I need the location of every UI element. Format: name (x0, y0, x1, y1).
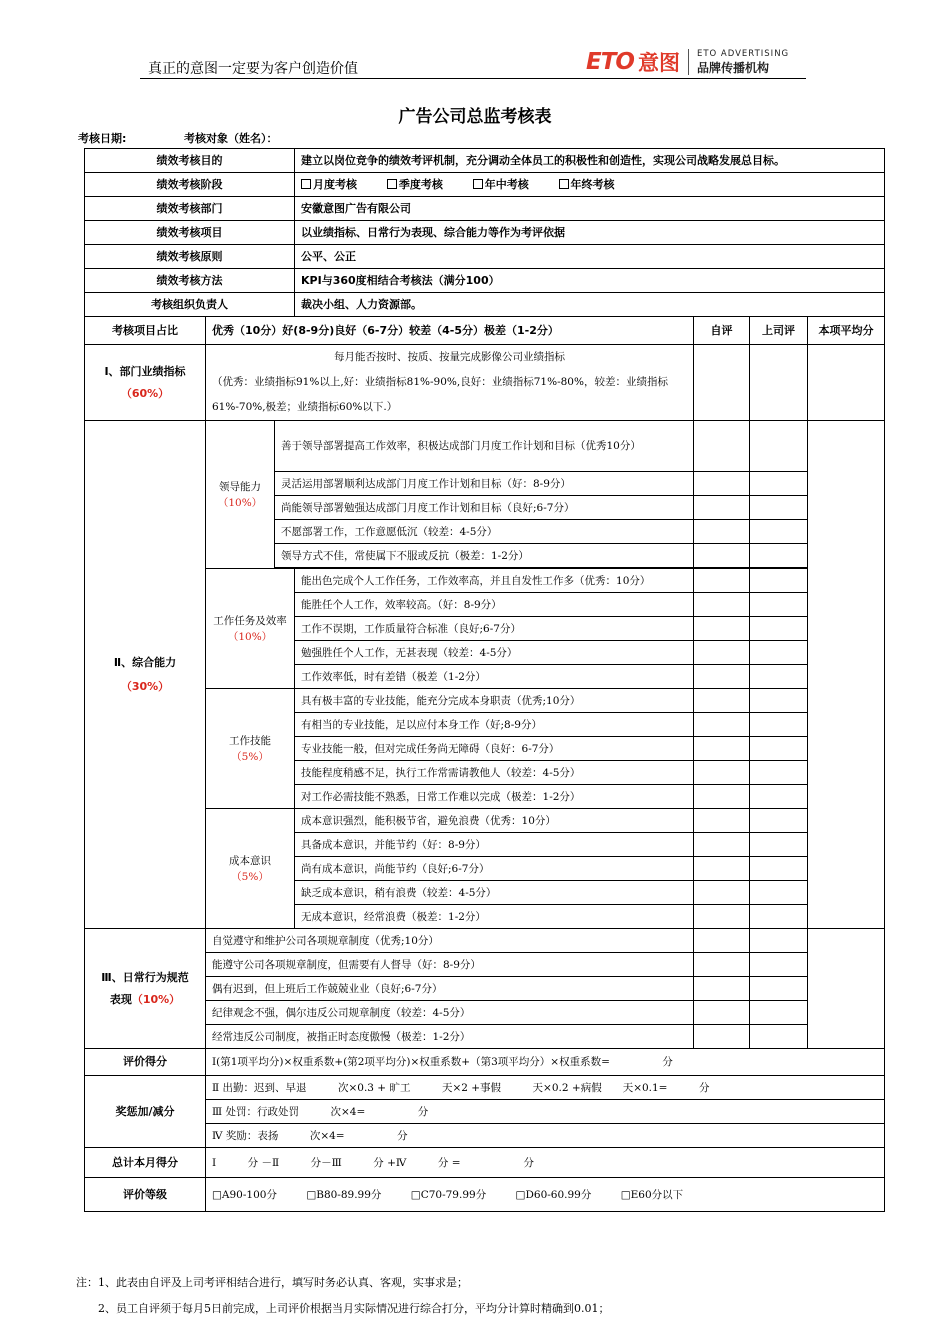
rating-e[interactable]: □E60分以下 (620, 1188, 684, 1201)
self-score-cell[interactable] (694, 345, 750, 421)
criterion: 纪律观念不强，偶尔违反公司规章制度（较差：4-5分） (206, 1001, 694, 1025)
option-yearend[interactable]: 年终考核 (559, 178, 615, 191)
self-score-cell[interactable] (694, 520, 750, 544)
criterion: 技能程度稍感不足，执行工作常需请教他人（较差：4-5分） (295, 761, 694, 785)
logo-cn-text: 意图 (637, 51, 680, 75)
self-score-cell[interactable] (694, 737, 750, 761)
boss-score-cell[interactable] (750, 785, 808, 809)
boss-score-cell[interactable] (750, 833, 808, 857)
boss-score-cell[interactable] (750, 977, 808, 1001)
info-label: 绩效考核目的 (85, 149, 295, 173)
boss-score-cell[interactable] (750, 857, 808, 881)
criterion: 成本意识强烈，能积极节省，避免浪费（优秀：10分） (295, 809, 694, 833)
reward-label: 奖惩加/减分 (85, 1076, 206, 1148)
info-value: 裁决小组、人力资源部。 (295, 293, 885, 317)
boss-score-cell[interactable] (750, 665, 808, 689)
group-cost (206, 809, 295, 929)
grade-header-row (85, 317, 885, 345)
info-row (85, 173, 885, 197)
group-pct: （5%） (231, 750, 269, 763)
reward-attendance[interactable]: Ⅱ 出勤：迟到、早退 次×0.3 + 旷工 天×2 +事假 天×0.2 +病假 天×0.1= 分 (206, 1076, 885, 1100)
option-monthly[interactable]: 月度考核 (301, 178, 357, 191)
self-score-cell[interactable] (694, 1025, 750, 1049)
total-formula[interactable]: Ⅰ 分 －Ⅱ 分－Ⅲ 分 +Ⅳ 分 = 分 (206, 1148, 885, 1178)
rating-b[interactable]: □B80-89.99分 (306, 1188, 382, 1201)
target-label: 考核对象（姓名）： (184, 132, 278, 145)
boss-score-cell[interactable] (750, 421, 808, 472)
boss-score-cell[interactable] (750, 544, 808, 568)
rating-d[interactable]: □D60-60.99分 (515, 1188, 592, 1201)
checkbox-icon[interactable] (301, 179, 311, 189)
col-header-ratio: 考核项目占比 (85, 317, 206, 345)
info-value: 安徽意图广告有限公司 (295, 197, 885, 221)
boss-score-cell[interactable] (750, 809, 808, 833)
boss-score-cell[interactable] (750, 1001, 808, 1025)
self-score-cell[interactable] (694, 496, 750, 520)
option-midyear[interactable]: 年中考核 (473, 178, 529, 191)
criterion: 缺乏成本意识，稍有浪费（较差：4-5分） (295, 881, 694, 905)
self-score-cell[interactable] (694, 857, 750, 881)
self-score-cell[interactable] (694, 617, 750, 641)
rating-row (85, 1178, 885, 1212)
section3-label (85, 929, 206, 1049)
col-header-self: 自评 (694, 317, 750, 345)
score-row (85, 1049, 885, 1076)
section1-name: Ⅰ、部门业绩指标 (104, 364, 186, 378)
section2-name: Ⅱ、综合能力 (113, 655, 177, 669)
criterion: 能出色完成个人工作任务，工作效率高，并且自发性工作多（优秀：10分） (295, 569, 694, 593)
group-leadership (206, 421, 275, 569)
group-name: 工作技能 (229, 734, 271, 747)
avg-score-cell[interactable] (808, 929, 885, 1049)
section1-line2: （优秀：业绩指标91%以上,好：业绩指标81%-90%,良好：业绩指标71%-80%，较差：业绩指标61%-70%,极差；业绩指标60%以下.） (212, 376, 668, 413)
boss-score-cell[interactable] (750, 713, 808, 737)
criterion: 无成本意识，经常浪费（极差：1-2分） (295, 905, 694, 929)
info-value: 建立以岗位竞争的绩效考评机制，充分调动全体员工的积极性和创造性，实现公司战略发展总目标。 (295, 149, 885, 173)
section3-pct: （10%） (131, 992, 181, 1006)
group-task-efficiency (206, 569, 295, 689)
option-quarterly[interactable]: 季度考核 (387, 178, 443, 191)
section1-pct: （60%） (120, 386, 170, 400)
boss-score-cell[interactable] (750, 345, 808, 421)
note-2: 2、员工自评须于每月5日前完成，上司评价根据当月实际情况进行综合打分，平均分计算时精确到0.01； (98, 1302, 610, 1315)
boss-score-cell[interactable] (750, 641, 808, 665)
criterion: 能遵守公司各项规章制度，但需要有人督导（好：8-9分） (206, 953, 694, 977)
section1-label (85, 345, 206, 421)
total-row (85, 1148, 885, 1178)
s3-item-row (85, 929, 885, 953)
group-pct: （5%） (231, 870, 269, 883)
checkbox-icon[interactable] (387, 179, 397, 189)
self-score-cell[interactable] (694, 472, 750, 496)
rating-options (206, 1178, 885, 1212)
boss-score-cell[interactable] (750, 569, 808, 593)
score-label: 评价得分 (85, 1049, 206, 1076)
info-label: 绩效考核项目 (85, 221, 295, 245)
boss-score-cell[interactable] (750, 929, 808, 953)
self-score-cell[interactable] (694, 665, 750, 689)
avg-score-cell[interactable] (808, 421, 885, 929)
criterion: 灵活运用部署顺利达成部门月度工作计划和目标（好：8-9分） (275, 472, 694, 496)
boss-score-cell[interactable] (750, 593, 808, 617)
self-score-cell[interactable] (694, 544, 750, 568)
boss-score-cell[interactable] (750, 617, 808, 641)
self-score-cell[interactable] (694, 593, 750, 617)
criterion: 工作效率低，时有差错（极差（1-2分） (295, 665, 694, 689)
criterion: 对工作必需技能不熟悉，日常工作难以完成（极差：1-2分） (295, 785, 694, 809)
info-value: 公平、公正 (295, 245, 885, 269)
total-label: 总计本月得分 (85, 1148, 206, 1178)
self-score-cell[interactable] (694, 977, 750, 1001)
group-pct: （10%） (217, 496, 263, 509)
stage-options (295, 173, 885, 197)
info-label: 绩效考核部门 (85, 197, 295, 221)
col-header-avg: 本项平均分 (808, 317, 885, 345)
note-1: 注：1、此表由自评及上司考评相结合进行，填写时务必认真、客观，实事求是； (76, 1276, 468, 1289)
info-label: 绩效考核方法 (85, 269, 295, 293)
reward-bonus[interactable]: Ⅳ 奖励：表扬 次×4= 分 (206, 1124, 885, 1148)
criterion: 善于领导部署提高工作效率，积极达成部门月度工作计划和目标（优秀10分） (275, 421, 694, 472)
self-score-cell[interactable] (694, 929, 750, 953)
criterion: 自觉遵守和维护公司各项规章制度（优秀;10分） (206, 929, 694, 953)
section3-name2-wrap (91, 992, 199, 1008)
section1-row (85, 345, 885, 421)
eto-logo (586, 48, 789, 76)
info-row (85, 269, 885, 293)
boss-score-cell[interactable] (750, 953, 808, 977)
reward-row (85, 1076, 885, 1100)
score-formula[interactable]: Ⅰ(第1项平均分)×权重系数+(第2项平均分)×权重系数+（第3项平均分）×权重系数= 分 (206, 1049, 885, 1076)
col-header-grades: 优秀（10分）好(8-9分)良好（6-7分）较差（4-5分）极差（1-2分） (206, 317, 694, 345)
info-label: 考核组织负责人 (85, 293, 295, 317)
self-score-cell[interactable] (694, 1001, 750, 1025)
criterion: 能胜任个人工作，效率较高。（好：8-9分） (295, 593, 694, 617)
criterion: 尚有成本意识，尚能节约（良好;6-7分） (295, 857, 694, 881)
date-label: 考核日期: (78, 132, 127, 145)
rating-a[interactable]: □A90-100分 (212, 1188, 277, 1201)
self-score-cell[interactable] (694, 833, 750, 857)
section3-name: Ⅲ、日常行为规范 (101, 970, 189, 984)
criterion: 经常违反公司制度，被指正时态度傲慢（极差：1-2分） (206, 1025, 694, 1049)
s2-item-row (85, 421, 885, 472)
criterion: 有相当的专业技能，足以应付本身工作（好;8-9分） (295, 713, 694, 737)
self-score-cell[interactable] (694, 785, 750, 809)
info-row (85, 245, 885, 269)
group-pct: （10%） (227, 630, 273, 643)
criterion: 偶有迟到，但上班后工作兢兢业业（良好;6-7分） (206, 977, 694, 1001)
criterion: 专业技能一般，但对完成任务尚无障碍（良好：6-7分） (295, 737, 694, 761)
criterion: 领导方式不佳，常使属下不服或反抗（极差：1-2分） (275, 544, 694, 568)
boss-score-cell[interactable] (750, 472, 808, 496)
header-rule (140, 78, 806, 79)
criterion: 尚能领导部署勉强达成部门月度工作计划和目标（良好;6-7分） (275, 496, 694, 520)
self-score-cell[interactable] (694, 421, 750, 472)
avg-score-cell[interactable] (808, 345, 885, 421)
self-score-cell[interactable] (694, 713, 750, 737)
boss-score-cell[interactable] (750, 1025, 808, 1049)
page-title: 广告公司总监考核表 (398, 107, 552, 127)
criterion: 具有极丰富的专业技能，能充分完成本身职责（优秀;10分） (295, 689, 694, 713)
section2-pct: （30%） (120, 679, 170, 693)
reward-penalty[interactable]: Ⅲ 处罚：行政处罚 次×4= 分 (206, 1100, 885, 1124)
info-value: KPI与360度相结合考核法（满分100） (295, 269, 885, 293)
info-label: 绩效考核原则 (85, 245, 295, 269)
boss-score-cell[interactable] (750, 737, 808, 761)
criterion: 工作不误期，工作质量符合标准（良好;6-7分） (295, 617, 694, 641)
header-slogan: 真正的意图一定要为客户创造价值 (148, 61, 358, 77)
info-label: 绩效考核阶段 (85, 173, 295, 197)
rating-c[interactable]: □C70-79.99分 (410, 1188, 487, 1201)
self-score-cell[interactable] (694, 809, 750, 833)
self-score-cell[interactable] (694, 761, 750, 785)
group-name: 领导能力 (219, 480, 261, 493)
assessment-table (84, 148, 885, 1212)
group-name: 成本意识 (229, 854, 271, 867)
self-score-cell[interactable] (694, 689, 750, 713)
boss-score-cell[interactable] (750, 496, 808, 520)
logo-divider (688, 49, 689, 75)
logo-en-text: ETO ADVERTISING (696, 49, 790, 60)
rating-label: 评价等级 (85, 1178, 206, 1212)
boss-score-cell[interactable] (750, 761, 808, 785)
self-score-cell[interactable] (694, 569, 750, 593)
info-row (85, 197, 885, 221)
info-row (85, 293, 885, 317)
section3-name2: 表现 (109, 992, 132, 1006)
col-header-boss: 上司评 (750, 317, 808, 345)
criterion: 勉强胜任个人工作，无甚表现（较差：4-5分） (295, 641, 694, 665)
boss-score-cell[interactable] (750, 520, 808, 544)
group-name: 工作任务及效率 (213, 614, 287, 627)
info-row (85, 221, 885, 245)
checkbox-icon[interactable] (473, 179, 483, 189)
section1-desc (206, 345, 694, 421)
boss-score-cell[interactable] (750, 881, 808, 905)
checkbox-icon[interactable] (559, 179, 569, 189)
group-skills (206, 689, 295, 809)
self-score-cell[interactable] (694, 905, 750, 929)
logo-sub-text: 品牌传播机构 (696, 60, 769, 75)
section1-line1: 每月能否按时、按质、按量完成影像公司业绩指标 (334, 351, 565, 363)
boss-score-cell[interactable] (750, 905, 808, 929)
self-score-cell[interactable] (694, 881, 750, 905)
info-row (85, 149, 885, 173)
self-score-cell[interactable] (694, 953, 750, 977)
section2-label (85, 421, 206, 929)
self-score-cell[interactable] (694, 641, 750, 665)
criterion: 具备成本意识，并能节约（好：8-9分） (295, 833, 694, 857)
logo-subtext (697, 50, 789, 74)
logo-eto-text: ETO (586, 49, 634, 75)
boss-score-cell[interactable] (750, 689, 808, 713)
info-value: 以业绩指标、日常行为表现、综合能力等作为考评依据 (295, 221, 885, 245)
criterion: 不愿部署工作，工作意愿低沉（较差：4-5分） (275, 520, 694, 544)
